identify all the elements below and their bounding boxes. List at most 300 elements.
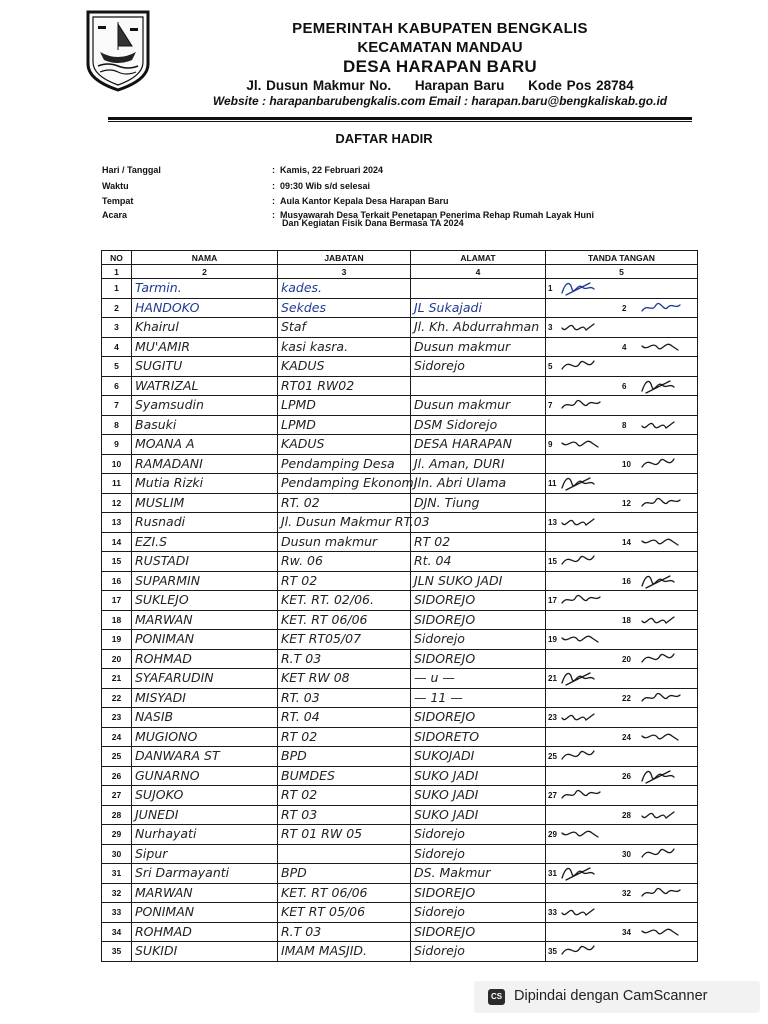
info-label: Acara xyxy=(102,210,128,220)
attendee-address: Sidorejo xyxy=(411,903,546,923)
table-row xyxy=(102,415,698,435)
table-row xyxy=(102,298,698,318)
table-row xyxy=(102,630,698,650)
table-row xyxy=(102,513,698,533)
signature-number: 7 xyxy=(548,401,553,410)
signature-cell xyxy=(546,844,698,864)
attendee-address: DS. Makmur xyxy=(411,864,546,884)
signature-number: 32 xyxy=(622,888,631,898)
attendee-name: MOANA A xyxy=(132,435,278,455)
attendee-address: Sidorejo xyxy=(411,825,546,845)
table-row xyxy=(102,844,698,864)
attendee-name: SUGITU xyxy=(132,357,278,377)
table-header-row xyxy=(102,251,698,265)
attendee-address: Dusun makmur xyxy=(411,396,546,416)
signature-cell xyxy=(546,903,698,923)
attendee-address: SUKOJADI xyxy=(411,747,546,767)
letterhead-government: PEMERINTAH KABUPATEN BENGKALIS xyxy=(292,20,588,37)
attendee-position: RT 02 xyxy=(278,786,411,806)
signature-cell xyxy=(546,552,698,572)
letterhead-address: Jl. Dusun Makmur No. Harapan Baru Kode Pos 28784 xyxy=(246,78,634,93)
handwritten-signature xyxy=(558,357,604,375)
signature-cell xyxy=(546,532,698,552)
attendee-name: Tarmin. xyxy=(132,279,278,299)
table-row xyxy=(102,532,698,552)
row-number: 30 xyxy=(102,844,132,864)
info-row-time xyxy=(102,181,370,191)
info-label: Hari / Tanggal xyxy=(102,165,161,175)
attendee-address: SUKO JADI xyxy=(411,805,546,825)
attendee-name: ROHMAD xyxy=(132,922,278,942)
signature-cell xyxy=(546,513,698,533)
attendee-address: SUKO JADI xyxy=(411,786,546,806)
attendee-address: SIDOREJO xyxy=(411,610,546,630)
handwritten-signature xyxy=(558,747,604,765)
attendee-address xyxy=(411,376,546,396)
attendee-address: RT 02 xyxy=(411,532,546,552)
attendee-name: DANWARA ST xyxy=(132,747,278,767)
table-row xyxy=(102,883,698,903)
document-title: DAFTAR HADIR xyxy=(335,131,433,146)
index-cell: 3 xyxy=(278,265,411,279)
handwritten-signature xyxy=(638,416,684,434)
attendee-position: KET RT 05/06 xyxy=(278,903,411,923)
attendee-name: PONIMAN xyxy=(132,630,278,650)
attendee-position: Rw. 06 xyxy=(278,552,411,572)
table-row xyxy=(102,396,698,416)
signature-number: 4 xyxy=(622,342,627,352)
table-row xyxy=(102,318,698,338)
signature-cell xyxy=(546,376,698,396)
letterhead-divider xyxy=(108,117,692,120)
table-row xyxy=(102,591,698,611)
attendee-address: DESA HARAPAN xyxy=(411,435,546,455)
row-number: 17 xyxy=(102,591,132,611)
attendee-position: kades. xyxy=(278,279,411,299)
table-row xyxy=(102,669,698,689)
attendance-rows xyxy=(102,279,698,962)
attendee-position: Sekdes xyxy=(278,298,411,318)
signature-number: 14 xyxy=(622,537,631,547)
signature-cell xyxy=(546,493,698,513)
signature-number: 9 xyxy=(548,440,553,449)
signature-cell xyxy=(546,942,698,962)
signature-cell xyxy=(546,708,698,728)
page-bottom-edge xyxy=(98,968,700,978)
table-row xyxy=(102,786,698,806)
handwritten-signature xyxy=(558,279,604,297)
attendee-position: KET. RT 06/06 xyxy=(278,883,411,903)
table-row xyxy=(102,376,698,396)
info-colon: : xyxy=(272,210,275,220)
attendee-address: Jl. Aman, DURI xyxy=(411,454,546,474)
signature-number: 1 xyxy=(548,284,553,293)
handwritten-signature xyxy=(638,338,684,356)
attendee-address: Jl. Kh. Abdurrahman xyxy=(411,318,546,338)
row-number: 31 xyxy=(102,864,132,884)
attendee-address: — u — xyxy=(411,669,546,689)
attendee-name: MISYADI xyxy=(132,688,278,708)
signature-cell xyxy=(546,669,698,689)
header-no: NO xyxy=(102,251,132,265)
attendee-position: BUMDES xyxy=(278,766,411,786)
attendee-position: Jl. Dusun Makmur RT.03 xyxy=(278,513,411,533)
signature-number: 29 xyxy=(548,830,557,839)
handwritten-signature xyxy=(638,806,684,824)
signature-number: 15 xyxy=(548,557,557,566)
signature-number: 18 xyxy=(622,615,631,625)
letterhead-village: DESA HARAPAN BARU xyxy=(343,57,537,76)
attendee-name: MU'AMIR xyxy=(132,337,278,357)
signature-cell xyxy=(546,630,698,650)
signature-number: 16 xyxy=(622,576,631,586)
attendee-address: SIDOREJO xyxy=(411,922,546,942)
attendee-name: MUSLIM xyxy=(132,493,278,513)
attendee-position: Pendamping Ekonomi xyxy=(278,474,411,494)
signature-cell xyxy=(546,591,698,611)
signature-number: 22 xyxy=(622,693,631,703)
row-number: 11 xyxy=(102,474,132,494)
letterhead-contact: Website : harapanbarubengkalis.com Email : harapan.baru@bengkaliskab.go.id xyxy=(212,94,668,108)
attendee-position: BPD xyxy=(278,747,411,767)
handwritten-signature xyxy=(638,494,684,512)
attendee-position: RT 02 xyxy=(278,727,411,747)
attendee-position: KADUS xyxy=(278,357,411,377)
attendee-name: HANDOKO xyxy=(132,298,278,318)
table-row xyxy=(102,474,698,494)
signature-cell xyxy=(546,825,698,845)
handwritten-signature xyxy=(638,689,684,707)
handwritten-signature xyxy=(638,572,684,590)
table-row xyxy=(102,552,698,572)
attendee-name: EZI.S xyxy=(132,532,278,552)
handwritten-signature xyxy=(558,708,604,726)
attendee-address: Sidorejo xyxy=(411,942,546,962)
table-row xyxy=(102,649,698,669)
attendee-name: SUKLEJO xyxy=(132,591,278,611)
table-row xyxy=(102,708,698,728)
table-row xyxy=(102,435,698,455)
handwritten-signature xyxy=(558,630,604,648)
attendee-name: Rusnadi xyxy=(132,513,278,533)
handwritten-signature xyxy=(558,396,604,414)
info-row-date xyxy=(102,165,383,175)
signature-number: 2 xyxy=(622,303,627,313)
row-number: 23 xyxy=(102,708,132,728)
row-number: 2 xyxy=(102,298,132,318)
signature-cell xyxy=(546,864,698,884)
signature-cell xyxy=(546,337,698,357)
handwritten-signature xyxy=(558,903,604,921)
letterhead-district: KECAMATAN MANDAU xyxy=(357,39,523,56)
attendee-address: Rt. 04 xyxy=(411,552,546,572)
row-number: 5 xyxy=(102,357,132,377)
row-number: 32 xyxy=(102,883,132,903)
attendee-position: RT01 RW02 xyxy=(278,376,411,396)
signature-number: 8 xyxy=(622,420,627,430)
signature-number: 30 xyxy=(622,849,631,859)
signature-cell xyxy=(546,688,698,708)
row-number: 3 xyxy=(102,318,132,338)
attendee-position: KET. RT. 02/06. xyxy=(278,591,411,611)
index-cell: 2 xyxy=(132,265,278,279)
attendee-name: MUGIONO xyxy=(132,727,278,747)
signature-cell xyxy=(546,298,698,318)
attendee-address: Sidorejo xyxy=(411,357,546,377)
attendee-position: RT 02 xyxy=(278,571,411,591)
row-number: 27 xyxy=(102,786,132,806)
handwritten-signature xyxy=(638,650,684,668)
signature-number: 33 xyxy=(548,908,557,917)
attendee-position: RT. 03 xyxy=(278,688,411,708)
handwritten-signature xyxy=(638,533,684,551)
row-number: 15 xyxy=(102,552,132,572)
attendee-name: RUSTADI xyxy=(132,552,278,572)
signature-number: 6 xyxy=(622,381,627,391)
row-number: 35 xyxy=(102,942,132,962)
info-colon: : xyxy=(272,181,275,191)
letterhead-divider-thin xyxy=(108,121,692,122)
table-row xyxy=(102,825,698,845)
camscanner-text: Dipindai dengan CamScanner xyxy=(514,988,708,1004)
info-label: Tempat xyxy=(102,196,134,206)
handwritten-signature xyxy=(558,864,604,882)
attendee-position: KET. RT 06/06 xyxy=(278,610,411,630)
row-number: 6 xyxy=(102,376,132,396)
signature-number: 20 xyxy=(622,654,631,664)
table-row xyxy=(102,493,698,513)
signature-number: 10 xyxy=(622,459,631,469)
signature-cell xyxy=(546,435,698,455)
signature-number: 17 xyxy=(548,596,557,605)
row-number: 13 xyxy=(102,513,132,533)
signature-number: 28 xyxy=(622,810,631,820)
info-colon: : xyxy=(272,196,275,206)
info-agenda-line2: Dan Kegiatan Fisik Dana Bermasa TA 2024 xyxy=(282,218,464,228)
attendee-position: LPMD xyxy=(278,415,411,435)
row-number: 7 xyxy=(102,396,132,416)
attendee-name: JUNEDI xyxy=(132,805,278,825)
index-cell: 4 xyxy=(411,265,546,279)
signature-cell xyxy=(546,727,698,747)
attendee-address: SIDOREJO xyxy=(411,708,546,728)
camscanner-watermark xyxy=(474,981,760,1013)
signature-number: 35 xyxy=(548,947,557,956)
attendee-name: Nurhayati xyxy=(132,825,278,845)
attendee-address: SIDOREJO xyxy=(411,649,546,669)
handwritten-signature xyxy=(638,728,684,746)
handwritten-signature xyxy=(558,669,604,687)
signature-cell xyxy=(546,571,698,591)
info-value: Aula Kantor Kepala Desa Harapan Baru xyxy=(280,196,449,206)
signature-cell xyxy=(546,415,698,435)
attendee-name: SYAFARUDIN xyxy=(132,669,278,689)
attendee-address: SUKO JADI xyxy=(411,766,546,786)
info-colon: : xyxy=(272,165,275,175)
attendee-position: RT. 04 xyxy=(278,708,411,728)
row-number: 26 xyxy=(102,766,132,786)
bengkalis-emblem-icon xyxy=(80,6,156,94)
table-row xyxy=(102,942,698,962)
row-number: 9 xyxy=(102,435,132,455)
row-number: 1 xyxy=(102,279,132,299)
signature-number: 23 xyxy=(548,713,557,722)
info-value: Kamis, 22 Februari 2024 xyxy=(280,165,384,175)
signature-number: 24 xyxy=(622,732,631,742)
attendee-name: SUJOKO xyxy=(132,786,278,806)
header-name: NAMA xyxy=(132,251,278,265)
signature-cell xyxy=(546,883,698,903)
row-number: 14 xyxy=(102,532,132,552)
attendee-position: Pendamping Desa xyxy=(278,454,411,474)
row-number: 20 xyxy=(102,649,132,669)
attendee-name: PONIMAN xyxy=(132,903,278,923)
table-row xyxy=(102,747,698,767)
signature-cell xyxy=(546,922,698,942)
attendee-position: IMAM MASJID. xyxy=(278,942,411,962)
signature-cell xyxy=(546,610,698,630)
signature-cell xyxy=(546,766,698,786)
attendee-position: KET RT05/07 xyxy=(278,630,411,650)
signature-cell xyxy=(546,474,698,494)
signature-cell xyxy=(546,454,698,474)
attendance-table xyxy=(101,250,698,962)
row-number: 29 xyxy=(102,825,132,845)
attendee-name: Khairul xyxy=(132,318,278,338)
signature-cell xyxy=(546,279,698,299)
info-row-place xyxy=(102,196,449,206)
table-row xyxy=(102,454,698,474)
attendee-address: — 11 — xyxy=(411,688,546,708)
table-row xyxy=(102,337,698,357)
attendee-name: Sipur xyxy=(132,844,278,864)
header-position: JABATAN xyxy=(278,251,411,265)
row-number: 21 xyxy=(102,669,132,689)
handwritten-signature xyxy=(638,611,684,629)
attendee-address xyxy=(411,513,546,533)
row-number: 16 xyxy=(102,571,132,591)
attendee-name: Syamsudin xyxy=(132,396,278,416)
handwritten-signature xyxy=(558,942,604,960)
attendee-name: MARWAN xyxy=(132,883,278,903)
row-number: 34 xyxy=(102,922,132,942)
signature-number: 25 xyxy=(548,752,557,761)
attendee-address: DSM Sidorejo xyxy=(411,415,546,435)
handwritten-signature xyxy=(638,455,684,473)
table-row xyxy=(102,766,698,786)
attendee-name: NASIB xyxy=(132,708,278,728)
handwritten-signature xyxy=(638,923,684,941)
signature-cell xyxy=(546,318,698,338)
attendee-position: RT 01 RW 05 xyxy=(278,825,411,845)
info-label: Waktu xyxy=(102,181,129,191)
signature-number: 27 xyxy=(548,791,557,800)
table-row xyxy=(102,610,698,630)
row-number: 19 xyxy=(102,630,132,650)
signature-cell xyxy=(546,805,698,825)
attendee-name: Mutia Rizki xyxy=(132,474,278,494)
index-cell: 1 xyxy=(102,265,132,279)
table-row xyxy=(102,922,698,942)
signature-number: 26 xyxy=(622,771,631,781)
signature-cell xyxy=(546,786,698,806)
handwritten-signature xyxy=(638,377,684,395)
row-number: 10 xyxy=(102,454,132,474)
attendee-address: SIDOREJO xyxy=(411,591,546,611)
table-index-row xyxy=(102,265,698,279)
header-signature: TANDA TANGAN xyxy=(546,251,698,265)
row-number: 25 xyxy=(102,747,132,767)
attendee-address: SIDOREJO xyxy=(411,883,546,903)
attendee-address: JL Sukajadi xyxy=(411,298,546,318)
signature-number: 21 xyxy=(548,674,557,683)
attendee-position: Staf xyxy=(278,318,411,338)
attendee-name: WATRIZAL xyxy=(132,376,278,396)
attendee-position: Dusun makmur xyxy=(278,532,411,552)
attendee-position: RT. 02 xyxy=(278,493,411,513)
attendee-name: Sri Darmayanti xyxy=(132,864,278,884)
signature-number: 11 xyxy=(548,479,557,488)
handwritten-signature xyxy=(638,845,684,863)
table-row xyxy=(102,688,698,708)
attendee-address: SIDORETO xyxy=(411,727,546,747)
handwritten-signature xyxy=(558,786,604,804)
handwritten-signature xyxy=(558,552,604,570)
attendee-position: R.T 03 xyxy=(278,649,411,669)
attendee-address: Jln. Abri Ulama xyxy=(411,474,546,494)
attendee-position: KADUS xyxy=(278,435,411,455)
signature-number: 19 xyxy=(548,635,557,644)
table-row xyxy=(102,357,698,377)
signature-number: 34 xyxy=(622,927,631,937)
signature-number: 5 xyxy=(548,362,553,371)
table-row xyxy=(102,864,698,884)
handwritten-signature xyxy=(638,299,684,317)
handwritten-signature xyxy=(558,825,604,843)
attendee-name: ROHMAD xyxy=(132,649,278,669)
handwritten-signature xyxy=(638,767,684,785)
header-address: ALAMAT xyxy=(411,251,546,265)
attendee-name: SUPARMIN xyxy=(132,571,278,591)
table-row xyxy=(102,571,698,591)
attendee-address: Sidorejo xyxy=(411,630,546,650)
attendee-address: DJN. Tiung xyxy=(411,493,546,513)
row-number: 22 xyxy=(102,688,132,708)
attendee-name: RAMADANI xyxy=(132,454,278,474)
signature-number: 31 xyxy=(548,869,557,878)
attendee-name: GUNARNO xyxy=(132,766,278,786)
signature-cell xyxy=(546,747,698,767)
index-cell: 5 xyxy=(546,265,698,279)
signature-cell xyxy=(546,649,698,669)
attendee-position: BPD xyxy=(278,864,411,884)
attendee-position xyxy=(278,844,411,864)
signature-number: 12 xyxy=(622,498,631,508)
table-row xyxy=(102,727,698,747)
handwritten-signature xyxy=(558,318,604,336)
attendee-name: MARWAN xyxy=(132,610,278,630)
attendee-position: RT 03 xyxy=(278,805,411,825)
row-number: 8 xyxy=(102,415,132,435)
table-row xyxy=(102,903,698,923)
table-row xyxy=(102,805,698,825)
info-value: 09:30 Wib s/d selesai xyxy=(280,181,370,191)
handwritten-signature xyxy=(558,435,604,453)
attendee-position: LPMD xyxy=(278,396,411,416)
signature-number: 13 xyxy=(548,518,557,527)
row-number: 4 xyxy=(102,337,132,357)
handwritten-signature xyxy=(558,513,604,531)
